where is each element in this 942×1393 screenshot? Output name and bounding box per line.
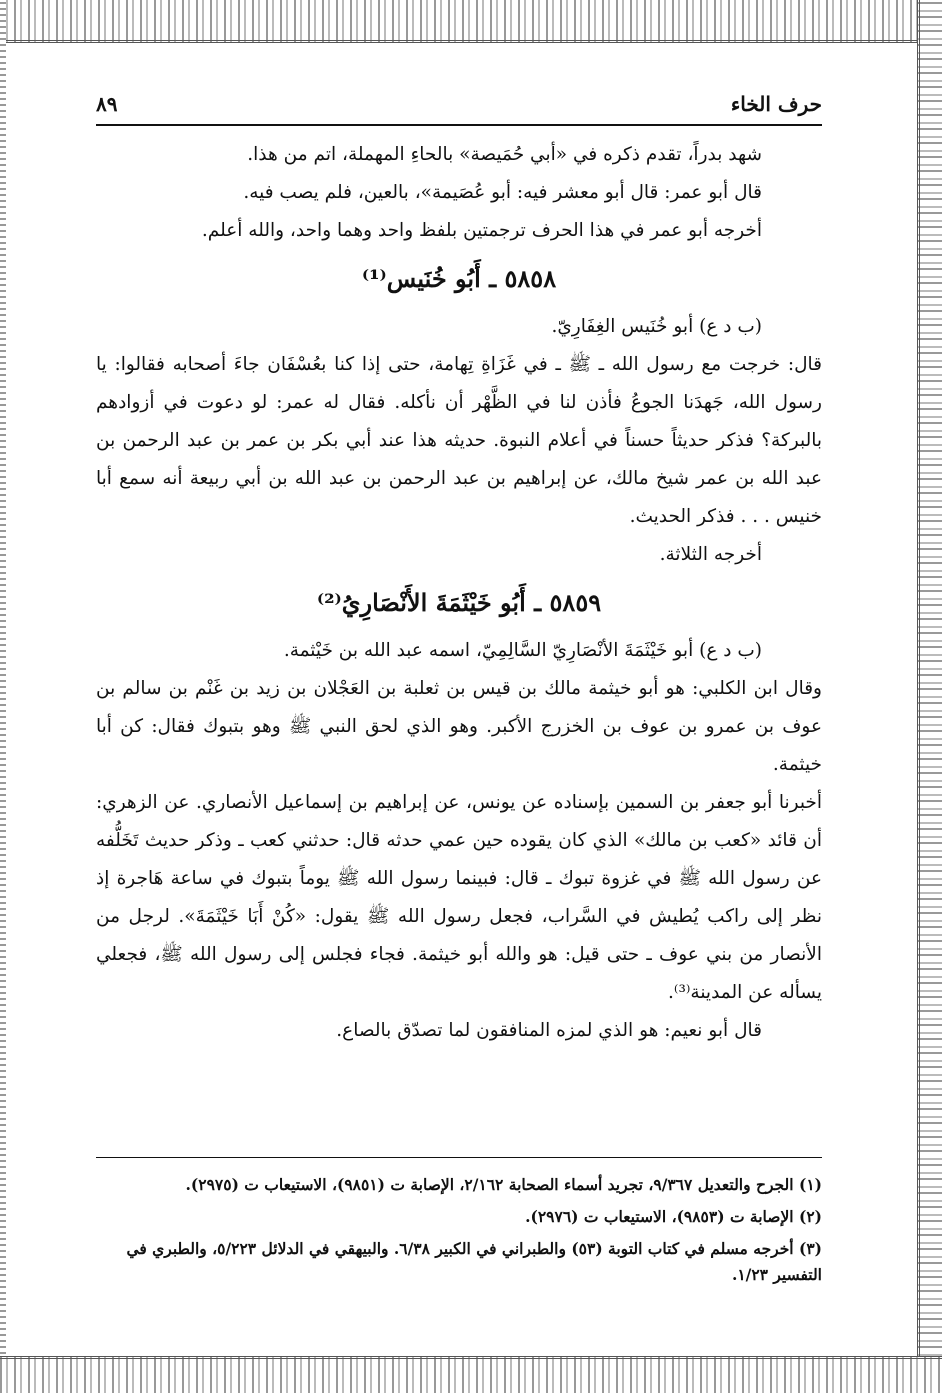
paragraph: قال أبو نعيم: هو الذي لمزه المنافقون لما تصدّق بالصاع. bbox=[336, 1020, 762, 1041]
entry-title: ٥٨٥٨ ـ أَبُو خُنَيس⁽¹⁾ bbox=[361, 264, 557, 293]
chapter-title: حرف الخاء bbox=[730, 92, 822, 116]
footnote: (٢) الإصابة ت (٩٨٥٣)، الاستيعاب ت (٢٩٧٦). bbox=[525, 1207, 822, 1226]
paragraph: قال: خرجت مع رسول الله ـ ﷺ ـ في غَزَاةِ تِهامة، حتى إذا كنا بعُسْفَان جاءَ أصحابه فقالوا: يا رسول الله، جَهدَنا الجوعُ فأذن لنا في الظَّهْر أن نأكله. فقال له عمر: لو دعوت في أزوادهم بالبركة؟ فذكر حديثاً حسناً في أعلام النبوة. حديثه هذا عند أبي بكر بن عمر بن عبد الرحمن بن عبد الله بن عمر شيخ مالك، عن إبراهيم بن عبد الرحمن بن عبد الله بن أبي ربيعة أنه سمع أبا خنيس . . . فذكر الحديث. bbox=[96, 354, 822, 527]
footnote: (١) الجرح والتعديل ٩/٣٦٧، تجريد أسماء الصحابة ٢/١٦٢، الإصابة ت (٩٨٥١)، الاستيعاب ت (٢٩٧٥). bbox=[185, 1175, 822, 1194]
paragraph: (ب د ع) أبو خَيْثَمَةَ الأنْصَارِيّ السَّالِمِيّ، اسمه عبد الله بن خَيْثمة. bbox=[283, 640, 762, 661]
main-text bbox=[96, 136, 822, 1050]
paragraph: شهد بدراً، تقدم ذكره في «أبي حُمَيصة» بالحاءِ المهملة، اتم من هذا. bbox=[247, 144, 762, 165]
page-number: ٨٩ bbox=[96, 92, 118, 116]
decorative-border-top bbox=[0, 0, 942, 43]
footnotes bbox=[96, 1157, 822, 1294]
paragraph: قال أبو عمر: قال أبو معشر فيه: أبو عُصَيمة»، بالعين، فلم يصب فيه. bbox=[243, 182, 762, 203]
paragraph: أخرجه أبو عمر في هذا الحرف ترجمتين بلفظ واحد وهما واحد، والله أعلم. bbox=[201, 220, 762, 241]
paragraph: (ب د ع) أبو خُنَيس الغِفَارِيّ. bbox=[551, 316, 762, 337]
decorative-border-right bbox=[917, 0, 942, 1390]
decorative-border-bottom bbox=[0, 1356, 942, 1393]
decorative-border-left bbox=[0, 0, 6, 1390]
paragraph: وقال ابن الكلبي: هو أبو خيثمة مالك بن قيس بن ثعلبة بن العَجْلان بن زيد بن غَنْم بن سالم بن عوف بن عمرو بن عوف بن الخزرج الأكبر. وهو الذي لحق النبي ﷺ وهو بتبوك فقال: كن أبا خيثمة. bbox=[96, 678, 822, 775]
page-header bbox=[96, 92, 822, 126]
page bbox=[96, 84, 822, 1349]
paragraph: أخبرنا أبو جعفر بن السمين بإسناده عن يونس، عن إبراهيم بن إسماعيل الأنصاري. عن الزهري: أن قائد «كعب بن مالك» الذي كان يقوده حين عمي حدثه قال: حدثني كعب ـ وذكر حديث تَخَلُّفه عن رسول الله ﷺ في غزوة تبوك ـ قال: فبينما رسول الله ﷺ يوماً بتبوك في ساعة هَاجرة إذ نظر إلى راكب يُطيش في السَّراب، فجعل رسول الله ﷺ يقول: «كُنْ أَبَا خَيْثَمَةَ». لرجل من الأنصار من بني عوف ـ حتى قيل: هو والله أبو خيثمة. فجاء فجلس إلى رسول الله ﷺ، فجعلي يسأله عن المدينة⁽³⁾. bbox=[96, 792, 822, 1003]
footnote: (٣) أخرجه مسلم في كتاب التوبة (٥٣) والطبراني في الكبير ٦/٣٨. والبيهقي في الدلائل ٥/٢٢٣، والطبري في التفسير ١/٢٣. bbox=[126, 1239, 822, 1284]
paragraph: أخرجه الثلاثة. bbox=[659, 544, 762, 565]
entry-title: ٥٨٥٩ ـ أَبُو خَيْثَمَةَ الأَنْصَارِيُ⁽²⁾ bbox=[316, 588, 602, 617]
